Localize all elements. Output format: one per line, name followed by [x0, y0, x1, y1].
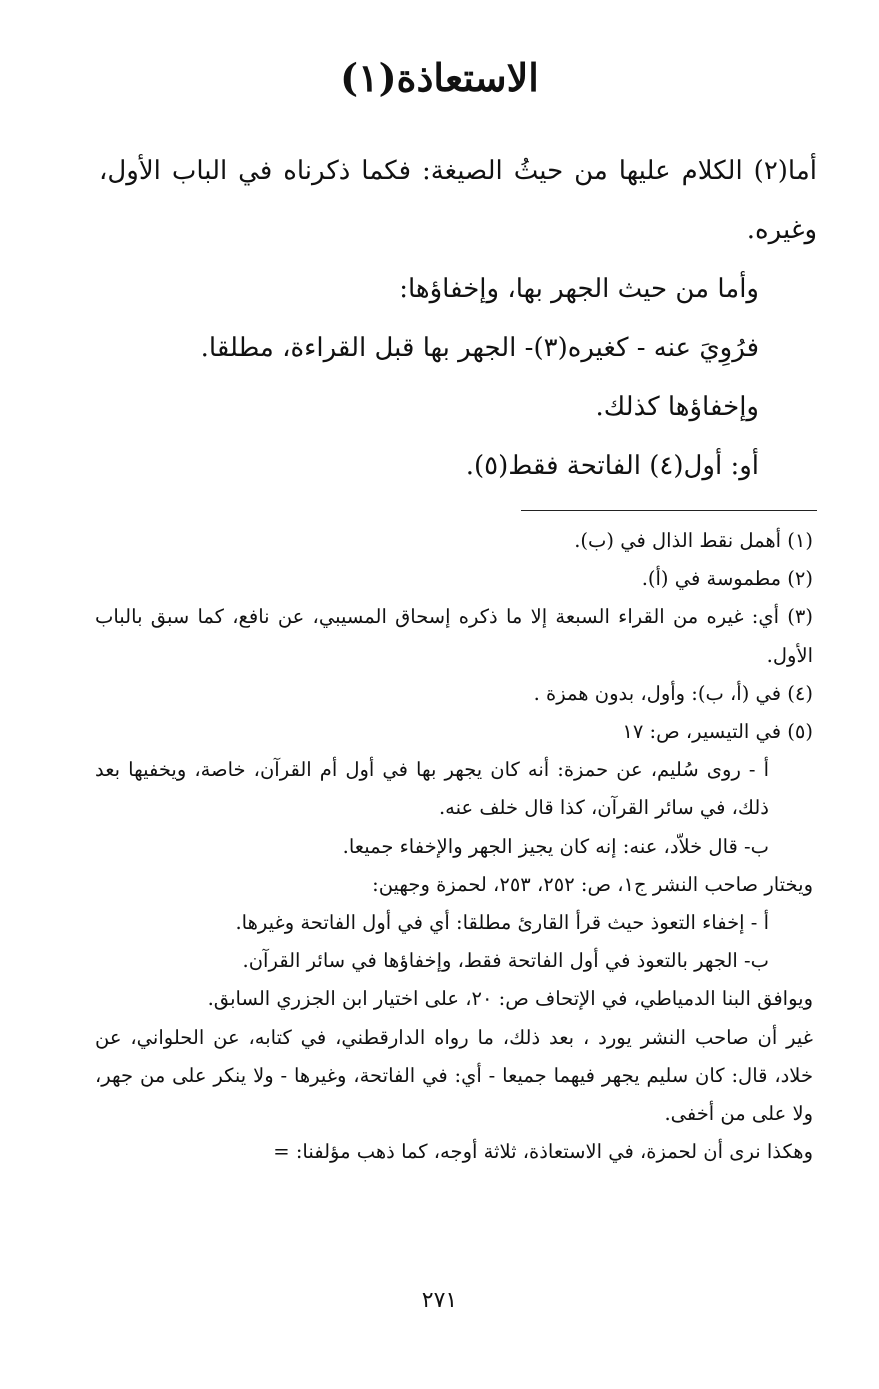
- footnote: (١) أهمل نقط الذال في (ب).: [574, 529, 813, 552]
- footnote: (٥) في التيسير، ص: ١٧: [622, 720, 813, 744]
- main-text: [99, 142, 817, 496]
- footnote-paragraph: ويوافق البنا الدمياطي، في الإتحاف ص: ٢٠، على اختيار ابن الجزري السابق.: [207, 987, 813, 1011]
- footnote-divider: [521, 510, 817, 511]
- footnote: (٣) أي: غيره من القراء السبعة إلا ما ذكره إسحاق المسيبي، عن نافع، كما سبق بالباب الأول.: [95, 605, 813, 667]
- footnote-subitem: أ - إخفاء التعوذ حيث قرأ القارئ مطلقا: أي في أول الفاتحة وغيرها.: [235, 911, 769, 935]
- body-paragraph: أو: أول(٤) الفاتحة فقط(٥).: [465, 451, 759, 481]
- body-paragraph: وإخفاؤها كذلك.: [595, 392, 759, 422]
- footnote-subitem: ب- الجهر بالتعوذ في أول الفاتحة فقط، وإخفاؤها في سائر القرآن.: [242, 949, 769, 973]
- footnote-paragraph: وهكذا نرى أن لحمزة، في الاستعاذة، ثلاثة أوجه، كما ذهب مؤلفنا: =: [273, 1140, 813, 1164]
- footnotes: [95, 522, 813, 1171]
- footnote: (٢) مطموسة في (أ).: [641, 567, 813, 591]
- body-paragraph: فرُوِيَ عنه - كغيره(٣)- الجهر بها قبل القراءة، مطلقا.: [200, 333, 759, 363]
- footnote-subitem: ب- قال خلاّد، عنه: إنه كان يجيز الجهر والإخفاء جميعا.: [342, 834, 769, 858]
- body-paragraph: وأما من حيث الجهر بها، وإخفاؤها:: [399, 274, 759, 304]
- body-paragraph: أما(٢) الكلام عليها من حيثُ الصيغة: فكما ذكرناه في الباب الأول، وغيره.: [99, 156, 817, 245]
- footnote: (٤) في (أ، ب): وأول، بدون همزة .: [533, 681, 813, 705]
- page-title: الاستعاذة(١): [340, 55, 539, 100]
- page-number: ٢٧١: [421, 1288, 458, 1313]
- footnote-paragraph: غير أن صاحب النشر يورد ، بعد ذلك، ما رواه الدارقطني، في كتابه، عن الحلواني، عن خلاد، قال: كان سليم يجهر فيهما جميعا - أي: في الفاتحة، وغيرها - ولا ينكر على من جهر، ولا على من أخفى.: [95, 1025, 813, 1126]
- footnote-subitem: أ - روى سُليم، عن حمزة: أنه كان يجهر بها في أول أم القرآن، خاصة، ويخفيها بعد ذلك، في سائر القرآن، كذا قال خلف عنه.: [95, 758, 769, 820]
- footnote-paragraph: ويختار صاحب النشر ج١، ص: ٢٥٢، ٢٥٣، لحمزة وجهين:: [372, 872, 813, 896]
